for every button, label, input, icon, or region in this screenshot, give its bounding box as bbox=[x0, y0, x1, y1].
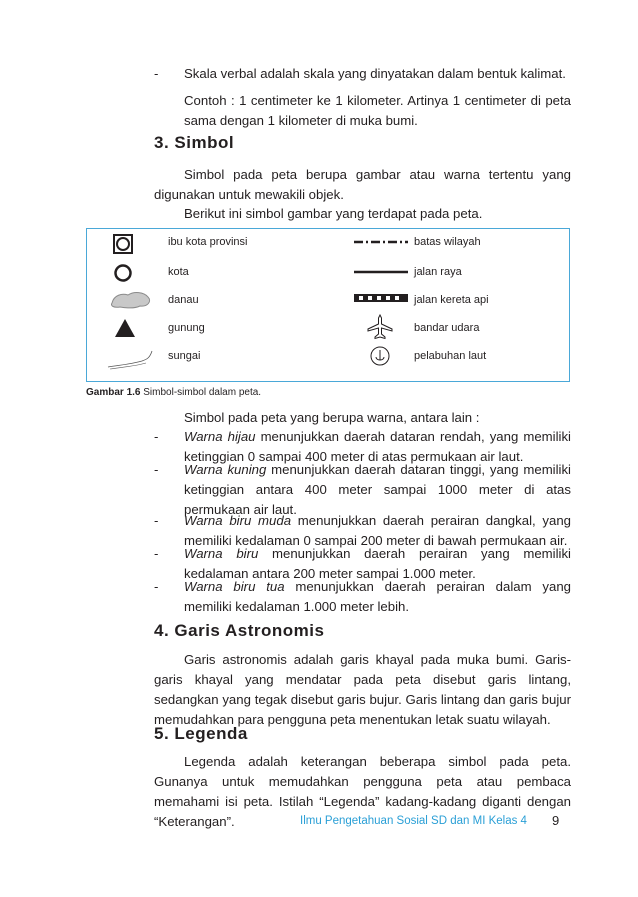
warna-item bbox=[184, 577, 571, 617]
bullet-dash: - bbox=[154, 462, 159, 477]
legenda-paragraph: Legenda adalah keterangan beberapa simbol pada peta. Gunanya untuk memudahkan pengguna peta atau pembaca memahami isi peta. Istilah “Legenda” kadang-kadang diganti dengan “Keterangan”. bbox=[154, 754, 571, 829]
bullet-dash: - bbox=[154, 429, 159, 444]
solid-line-icon bbox=[352, 266, 410, 278]
legend-label-kereta: jalan kereta api bbox=[414, 294, 489, 306]
warna-term: Warna biru bbox=[184, 546, 259, 561]
bullet-dash: - bbox=[154, 66, 159, 81]
page-number: 9 bbox=[552, 813, 560, 828]
warna-intro: Simbol pada peta yang berupa warna, antara lain : bbox=[184, 410, 480, 425]
river-icon bbox=[106, 345, 158, 371]
bullet-dash: - bbox=[154, 546, 159, 561]
section-title-garis-astronomis: 4. Garis Astronomis bbox=[154, 621, 325, 640]
legend-label-batas: batas wilayah bbox=[414, 236, 481, 248]
legend-label-kota: kota bbox=[168, 266, 189, 278]
warna-desc: menunjukkan daerah perairan dangkal, yang memiliki kedalaman 0 sampai 200 meter di bawah permukaan air. bbox=[184, 513, 571, 548]
caption-label: Gambar 1.6 bbox=[86, 387, 141, 398]
warna-term: Warna biru tua bbox=[184, 579, 285, 594]
square-circle-icon bbox=[112, 233, 134, 255]
legend-label-pelabuhan: pelabuhan laut bbox=[414, 350, 487, 362]
lake-icon bbox=[108, 289, 154, 311]
legend-label-gunung: gunung bbox=[168, 322, 205, 334]
anchor-icon bbox=[369, 345, 391, 367]
legend-label-ibukota: ibu kota provinsi bbox=[168, 236, 248, 248]
skala-verbal-text: Skala verbal adalah skala yang dinyatakan dalam bentuk kalimat. bbox=[184, 66, 566, 81]
footer-book-title: Ilmu Pengetahuan Sosial SD dan MI Kelas 4 bbox=[300, 815, 527, 827]
warna-term: Warna biru muda bbox=[184, 513, 292, 528]
section-title-simbol: 3. Simbol bbox=[154, 133, 235, 152]
warna-desc: menunjukkan daerah perairan yang memiliki kedalaman antara 200 meter sampai 1.000 meter. bbox=[184, 546, 571, 581]
bullet-dash: - bbox=[154, 513, 159, 528]
legend-label-sungai: sungai bbox=[168, 350, 201, 362]
simbol-intro-paragraph: Berikut ini simbol gambar yang terdapat pada peta. bbox=[184, 206, 483, 221]
simbol-paragraph: Simbol pada peta berupa gambar atau warna tertentu yang digunakan untuk mewakili objek. bbox=[154, 167, 571, 202]
legend-label-jalan-raya: jalan raya bbox=[414, 266, 462, 278]
warna-term: Warna hijau bbox=[184, 429, 256, 444]
section-title-legenda: 5. Legenda bbox=[154, 724, 248, 743]
caption-text: Simbol-simbol dalam peta. bbox=[140, 387, 262, 398]
bullet-dash: - bbox=[154, 579, 159, 594]
warna-desc: menunjukkan daerah perairan dalam yang memiliki kedalaman 1.000 meter lebih. bbox=[184, 579, 571, 614]
warna-term: Warna kuning bbox=[184, 462, 267, 477]
warna-desc: menunjukkan daerah dataran rendah, yang memiliki ketinggian 0 sampai 400 meter di atas permukaan air laut. bbox=[184, 429, 571, 464]
warna-desc: menunjukkan daerah dataran tinggi, yang memiliki ketinggian antara 400 meter sampai 1000 meter di atas permukaan air laut. bbox=[184, 462, 571, 517]
railway-icon bbox=[352, 292, 410, 304]
symbol-figure bbox=[86, 228, 570, 382]
airplane-icon bbox=[366, 313, 394, 341]
figure-caption bbox=[86, 387, 261, 398]
legend-label-bandara: bandar udara bbox=[414, 322, 480, 334]
triangle-icon bbox=[114, 318, 136, 338]
dash-dot-line-icon bbox=[352, 236, 410, 248]
garis-astronomis-paragraph: Garis astronomis adalah garis khayal pada muka bumi. Garis-garis khayal yang mendatar pada peta disebut garis lintang, sedangkan yang tegak disebut garis bujur. Garis lintang dan garis bujur memudahkan para pengguna peta menentukan letak suatu wilayah. bbox=[154, 652, 571, 727]
contoh-text: Contoh : 1 centimeter ke 1 kilometer. Artinya 1 centimeter di peta sama dengan 1 kilometer di muka bumi. bbox=[184, 93, 571, 128]
legend-label-danau: danau bbox=[168, 294, 199, 306]
circle-icon bbox=[113, 263, 133, 283]
